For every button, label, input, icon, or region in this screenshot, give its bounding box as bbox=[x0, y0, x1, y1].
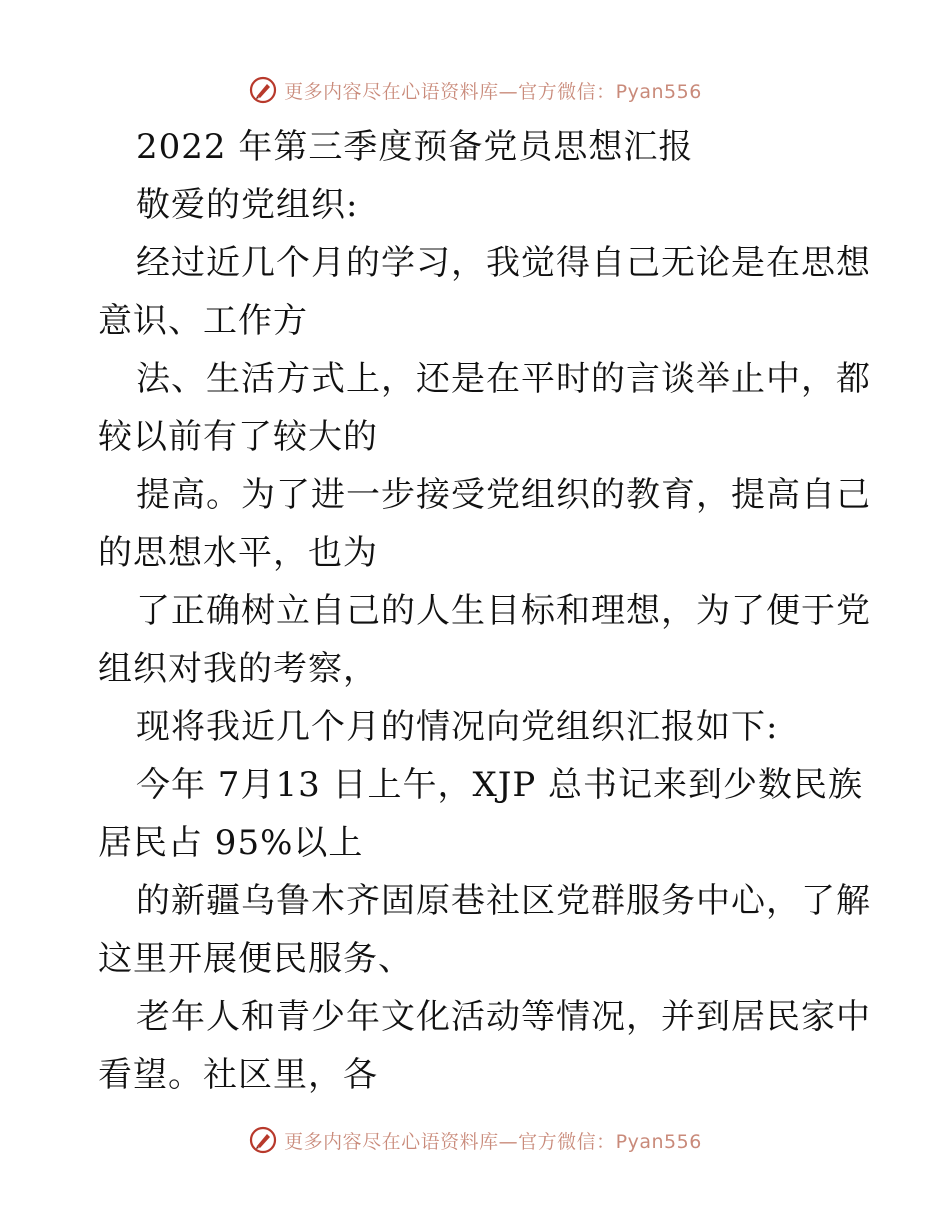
text-line: 意识、工作方 bbox=[98, 301, 308, 341]
text-line: 经过近几个月的学习，我觉得自己无论是在思想 bbox=[136, 243, 871, 283]
text-line: 今年 7月13 日上午，XJP 总书记来到少数民族 bbox=[136, 765, 864, 805]
text-line: 这里开展便民服务、 bbox=[98, 939, 413, 979]
text-line: 老年人和青少年文化活动等情况，并到居民家中 bbox=[136, 997, 871, 1037]
header-watermark bbox=[0, 70, 950, 110]
pen-logo-icon bbox=[248, 75, 278, 105]
text-line: 敬爱的党组织: bbox=[136, 185, 359, 225]
text-line: 组织对我的考察， bbox=[98, 649, 378, 689]
text-line: 的新疆乌鲁木齐固原巷社区党群服务中心，了解 bbox=[136, 881, 871, 921]
text-line: 的思想水平，也为 bbox=[98, 533, 378, 573]
text-line: 看望。社区里，各 bbox=[98, 1055, 378, 1095]
text-line: 提高。为了进一步接受党组织的教育，提高自己 bbox=[136, 475, 871, 515]
text-line: 了正确树立自己的人生目标和理想，为了便于党 bbox=[136, 591, 871, 631]
text-line: 较以前有了较大的 bbox=[98, 417, 378, 457]
text-line: 现将我近几个月的情况向党组织汇报如下: bbox=[136, 707, 779, 747]
footer-watermark bbox=[0, 1120, 950, 1160]
document-body bbox=[98, 118, 871, 1104]
text-line: 2022 年第三季度预备党员思想汇报 bbox=[136, 127, 694, 167]
text-line: 居民占 95%以上 bbox=[98, 823, 364, 863]
pen-logo-icon bbox=[248, 1125, 278, 1155]
header-watermark-text: 更多内容尽在心语资料库—官方微信：Pyan556 bbox=[284, 80, 702, 103]
text-line: 法、生活方式上，还是在平时的言谈举止中，都 bbox=[136, 359, 871, 399]
footer-watermark-text: 更多内容尽在心语资料库—官方微信：Pyan556 bbox=[284, 1130, 702, 1153]
